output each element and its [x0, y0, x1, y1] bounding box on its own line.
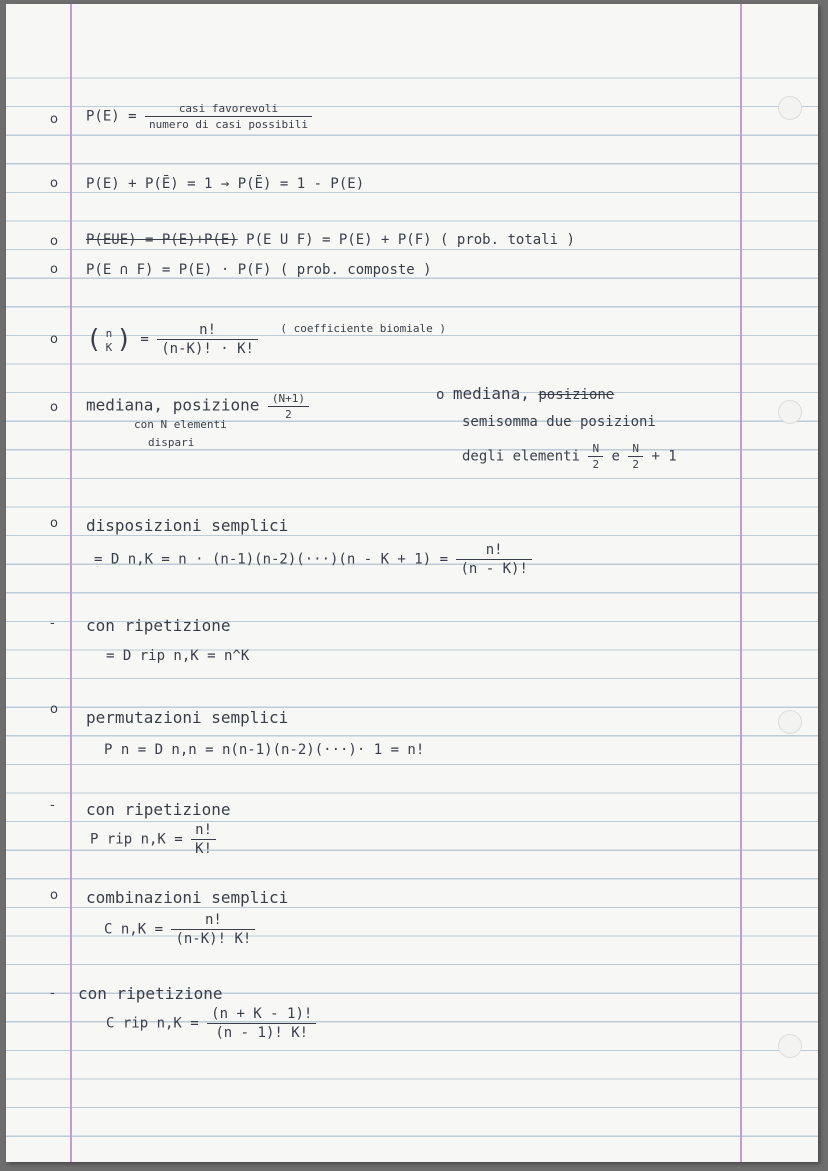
median-label: mediana, posizione: [86, 395, 260, 415]
bullet: o: [50, 516, 58, 531]
formula-lhs: C rip n,K =: [106, 1015, 199, 1032]
formula: [90, 822, 216, 857]
binomial-coefficient: ( n K ) = $\frac{n!}{(n-K)! \cdot K!}$ $^{( coefficiente biomiale )}$: [86, 322, 446, 357]
formula: P(E ∩ F) = P(E) · P(F): [86, 262, 272, 278]
fraction-numerator: N: [628, 442, 643, 457]
text: degli elementi: [462, 448, 581, 465]
formula-lhs: P rip n,K =: [90, 831, 183, 848]
punch-hole: [778, 400, 802, 424]
formula: P(E U F) = P(E) + P(F): [246, 232, 432, 248]
fraction-denominator: (n - 1)! K!: [215, 1025, 309, 1041]
section-title: permutazioni semplici: [86, 708, 289, 727]
formula-lhs: = D n,K = n · (n-1)(n-2)(···)(n - K + 1) =: [94, 551, 449, 568]
fraction-numerator: n!: [171, 912, 255, 930]
fraction-denominator: 2: [285, 408, 292, 421]
formula: [106, 1006, 316, 1041]
bullet: o: [50, 112, 58, 127]
bullet: o: [436, 387, 445, 403]
section-title: con ripetizione: [86, 616, 231, 635]
binomial-bottom: K: [105, 340, 113, 354]
fraction: [268, 392, 309, 421]
fraction: [628, 442, 643, 471]
fraction-denominator: 2: [632, 458, 640, 471]
fraction-numerator: n!: [157, 322, 258, 340]
fraction-denominator: 2: [592, 458, 600, 471]
bullet: o: [50, 262, 58, 277]
section-title: combinazioni semplici: [86, 888, 289, 907]
bullet: -: [50, 798, 55, 813]
bullet: o: [50, 234, 58, 249]
median-even-sub: [462, 442, 677, 471]
note: ( prob. totali ): [440, 232, 575, 248]
section-title: disposizioni semplici: [86, 516, 289, 535]
fraction: [207, 1006, 316, 1041]
fraction: [456, 542, 531, 577]
equals-sign: =: [140, 331, 149, 348]
compound-probability-rule: [86, 262, 432, 278]
bullet: o: [50, 332, 58, 347]
binomial-top: n: [105, 326, 113, 340]
conjunction: e: [611, 448, 620, 465]
fraction-denominator: (n-K)! K!: [175, 931, 252, 947]
probability-definition: [86, 102, 312, 131]
formula-lhs: P(E) =: [86, 108, 137, 125]
bullet: o: [50, 888, 58, 903]
fraction: [588, 442, 603, 471]
formula: [94, 542, 532, 577]
struck-text: P(EUE) = P(E)+P(E): [86, 232, 238, 248]
fraction: [171, 912, 255, 947]
median-even-sub: semisomma due posizioni: [462, 414, 656, 430]
total-probability-rule: [86, 232, 575, 248]
fraction-numerator: (N+1): [268, 392, 309, 407]
fraction-denominator: (n-K)! · K!: [161, 341, 254, 357]
note: ( prob. composte ): [279, 262, 432, 278]
punch-hole: [778, 96, 802, 120]
formula: [104, 912, 255, 947]
fraction-numerator: N: [588, 442, 603, 457]
fraction-numerator: n!: [191, 822, 216, 840]
binomial: [102, 326, 117, 354]
median-even: [436, 384, 614, 403]
punch-hole: [778, 710, 802, 734]
formula: = D rip n,K = n^K: [106, 648, 250, 664]
left-margin-line: [70, 4, 72, 1162]
fraction-numerator: n!: [456, 542, 531, 560]
fraction-denominator: K!: [195, 841, 213, 857]
notebook-page: [6, 4, 818, 1162]
fraction-numerator: casi favorevoli: [145, 102, 312, 117]
complement-rule: P(E) + P(Ē) = 1 → P(Ē) = 1 - P(E): [86, 176, 365, 192]
fraction-denominator: numero di casi possibili: [149, 118, 308, 131]
formula-lhs: C n,K =: [104, 921, 164, 938]
formula: P n = D n,n = n(n-1)(n-2)(···)· 1 = n!: [104, 742, 425, 758]
median-odd-sub: con N elementi: [134, 418, 227, 431]
bullet: -: [50, 616, 55, 631]
fraction: [191, 822, 216, 857]
punch-hole: [778, 1034, 802, 1058]
fraction-numerator: (n + K - 1)!: [207, 1006, 316, 1024]
median-odd-sub: dispari: [148, 436, 195, 449]
section-title: con ripetizione: [78, 984, 223, 1003]
struck-text: posizione: [538, 387, 615, 403]
note: ( coefficiente biomiale ): [280, 322, 446, 335]
fraction: [145, 102, 312, 131]
plus-one: + 1: [651, 448, 677, 465]
bullet: o: [50, 176, 58, 191]
median-label: mediana,: [452, 384, 530, 403]
section-title: con ripetizione: [86, 800, 231, 819]
bullet: -: [50, 986, 55, 1001]
fraction-denominator: (n - K)!: [460, 561, 528, 577]
median-odd: [86, 392, 309, 421]
fraction: [157, 322, 258, 357]
right-margin-line: [740, 4, 742, 1162]
bullet: o: [50, 702, 58, 717]
bullet: o: [50, 400, 58, 415]
